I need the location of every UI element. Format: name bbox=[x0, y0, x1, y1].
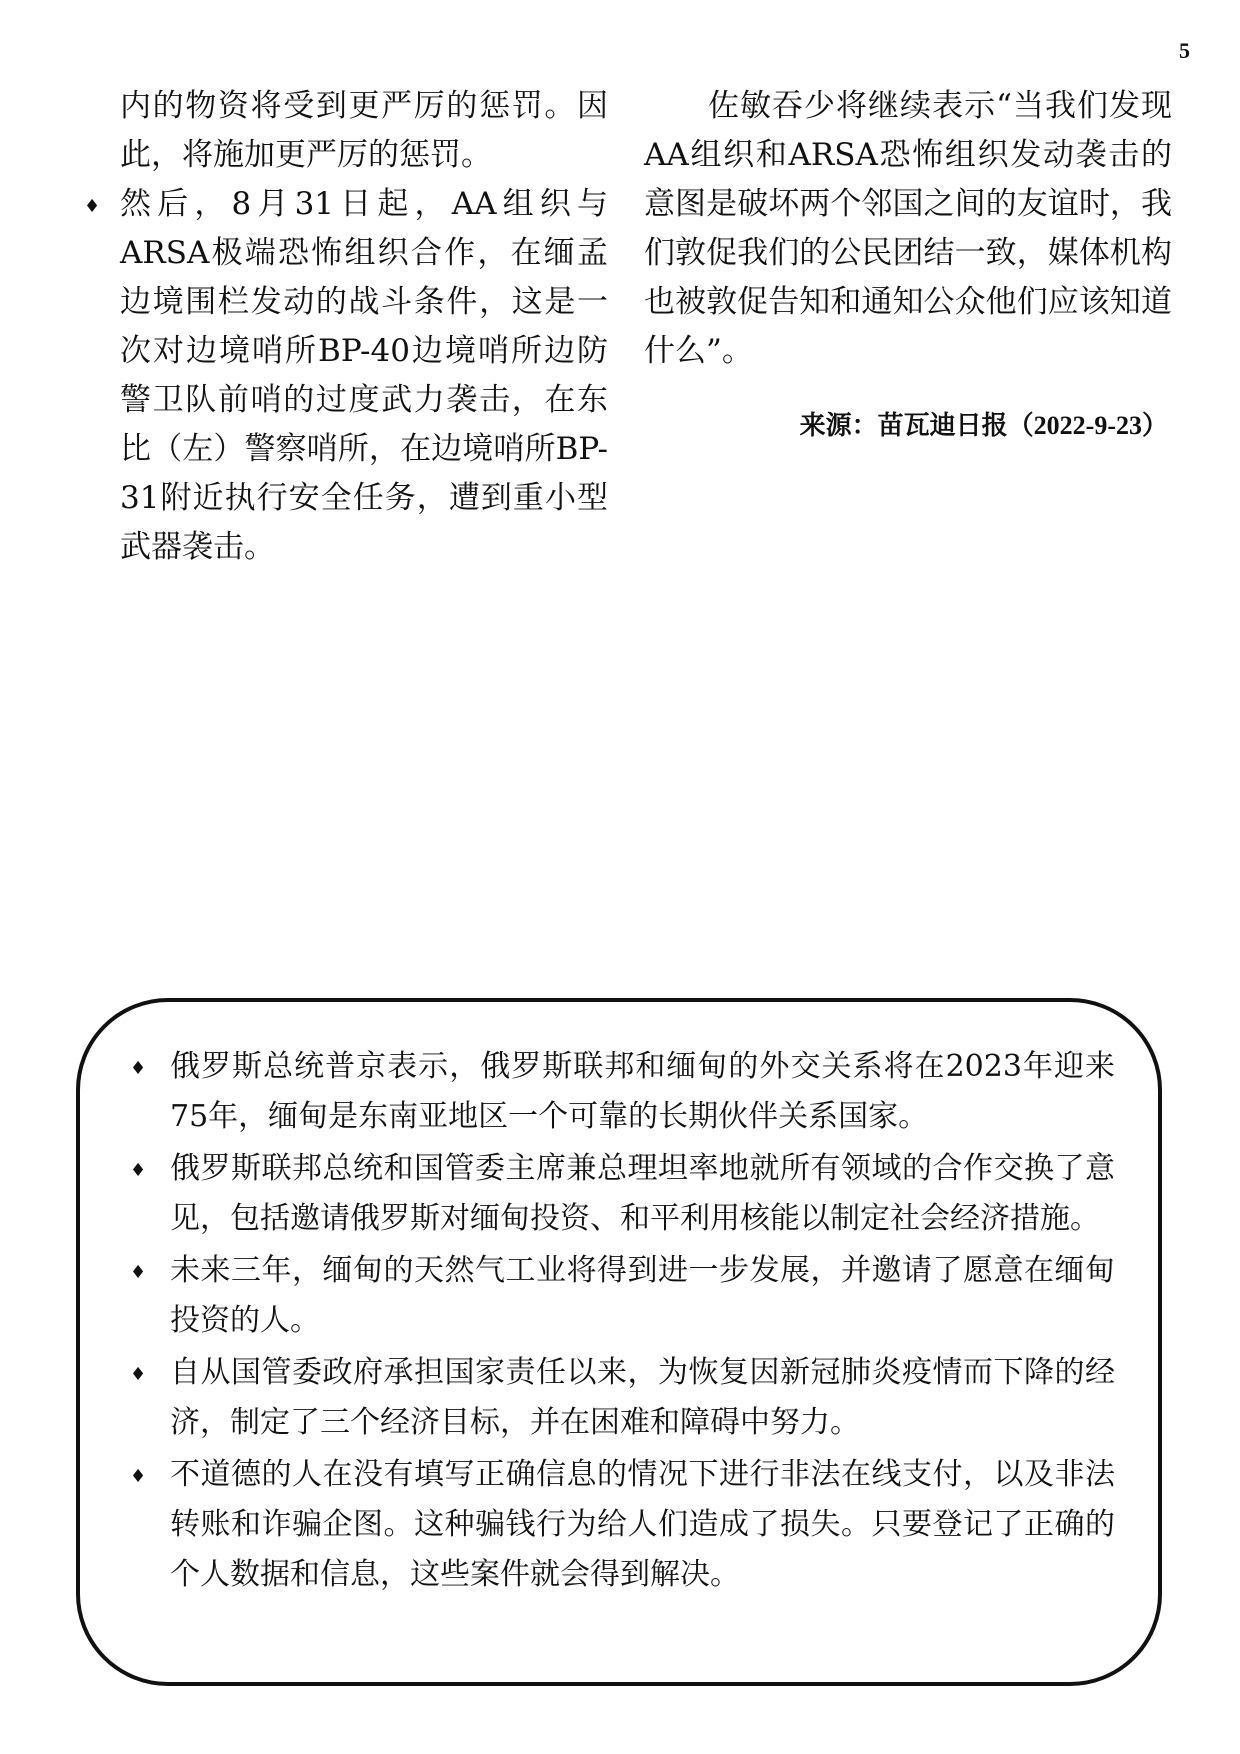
diamond-bullet-icon: ♦ bbox=[130, 1262, 147, 1283]
list-item-text: 未来三年，缅甸的天然气工业将得到进一步发展，并邀请了愿意在缅甸投资的人。 bbox=[170, 1253, 1115, 1338]
continued-paragraph: 内的物资将受到更严厉的惩罚。因此，将施加更严厉的惩罚。 bbox=[120, 88, 608, 173]
page-number: 5 bbox=[1179, 38, 1190, 63]
quote-paragraph: 佐敏吞少将继续表示“当我们发现AA组织和ARSA恐怖组织发动袭击的意图是破坏两个邻国之间的友谊时，我们敦促我们的公民团结一致，媒体机构也被敦促告知和通知公众他们应该知道什么”。 bbox=[644, 88, 1172, 369]
diamond-bullet-icon: ♦ bbox=[130, 1160, 147, 1181]
list-item-text: 俄罗斯联邦总统和国管委主席兼总理坦率地就所有领域的合作交换了意见，包括邀请俄罗斯对缅甸投资、和平利用核能以制定社会经济措施。 bbox=[170, 1151, 1115, 1236]
bullet-paragraph-text: 然后，8月31日起，AA组织与ARSA极端恐怖组织合作，在缅孟边境围栏发动的战斗条件，这是一次对边境哨所BP-40边境哨所边防警卫队前哨的过度武力袭击，在东比（左）警察哨所，在边境哨所BP-31附近执行安全任务，遭到重小型武器袭击。 bbox=[120, 186, 608, 565]
list-item-text: 自从国管委政府承担国家责任以来，为恢复因新冠肺炎疫情而下降的经济，制定了三个经济目标，并在困难和障碍中努力。 bbox=[170, 1355, 1115, 1440]
list-item bbox=[130, 1246, 1115, 1346]
diamond-bullet-icon: ♦ bbox=[130, 1058, 147, 1079]
list-item bbox=[130, 1042, 1115, 1142]
left-column bbox=[80, 82, 608, 572]
list-item bbox=[130, 1144, 1115, 1244]
source-line: 来源：苗瓦迪日报（2022-9-23） bbox=[799, 411, 1168, 440]
list-item-text: 不道德的人在没有填写正确信息的情况下进行非法在线支付，以及非法转账和诈骗企图。这种骗钱行为给人们造成了损失。只要登记了正确的个人数据和信息，这些案件就会得到解决。 bbox=[170, 1457, 1115, 1592]
summary-list bbox=[130, 1042, 1115, 1602]
diamond-bullet-icon: ♦ bbox=[130, 1364, 147, 1385]
summary-box bbox=[76, 998, 1162, 1686]
bullet-paragraph bbox=[80, 180, 608, 572]
list-item bbox=[130, 1348, 1115, 1448]
right-column bbox=[644, 82, 1172, 450]
list-item bbox=[130, 1450, 1115, 1600]
list-item-text: 俄罗斯总统普京表示，俄罗斯联邦和缅甸的外交关系将在2023年迎来75年，缅甸是东南亚地区一个可靠的长期伙伴关系国家。 bbox=[170, 1049, 1115, 1134]
diamond-bullet-icon: ♦ bbox=[84, 196, 101, 217]
diamond-bullet-icon: ♦ bbox=[130, 1466, 147, 1487]
